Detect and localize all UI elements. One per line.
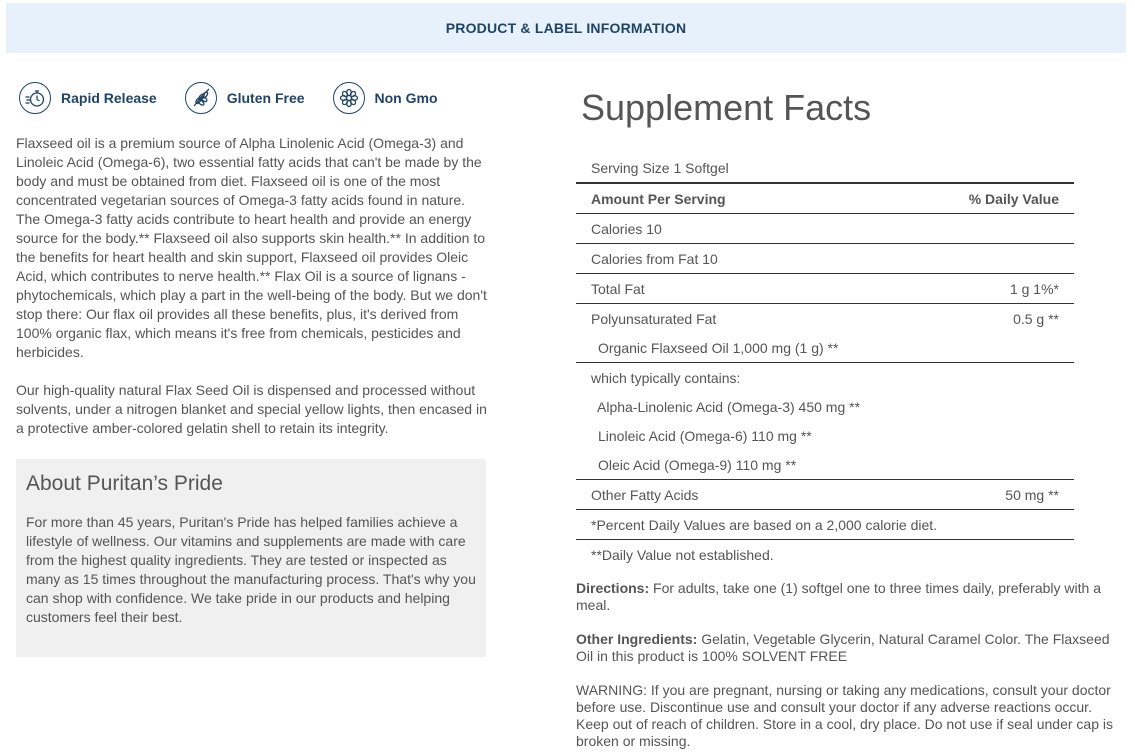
poly-fat-label: Polyunsaturated Fat xyxy=(591,310,717,327)
facts-row-typically xyxy=(576,363,1074,392)
daily-value-note: **Daily Value not established. xyxy=(591,546,774,563)
directions-text: For adults, take one (1) softgel one to three times daily, preferably with a meal. xyxy=(576,580,1101,613)
stopwatch-icon xyxy=(19,82,51,114)
ingredients-block xyxy=(576,631,1116,665)
warning-text: WARNING: If you are pregnant, nursing or taking any medications, consult your doctor before use. Discontinue use and consult your doctor if any adverse reactions occur. Keep out of reach of children. Store in a cool, dry place. Do not use if seal under cap is broken or missing. xyxy=(576,682,1113,749)
facts-row-header xyxy=(576,184,1074,214)
wheat-icon xyxy=(185,82,217,114)
alpha-linolenic-acid: Alpha-Linolenic Acid (Omega-3) 450 mg ** xyxy=(597,398,861,415)
facts-row-dv-note xyxy=(576,540,1074,569)
facts-row-percent-note xyxy=(576,510,1074,540)
organic-flaxseed-oil: Organic Flaxseed Oil 1,000 mg (1 g) ** xyxy=(598,339,839,356)
facts-row-total-fat xyxy=(576,274,1074,304)
product-description xyxy=(16,134,490,438)
serving-size: Serving Size 1 Softgel xyxy=(591,160,729,176)
description-paragraph: Our high-quality natural Flax Seed Oil is dispensed and processed without solvents, under a nitrogen blanket and special yellow lights, then encased in a protective amber-colored gelatin shell to retain its integrity. xyxy=(16,382,487,436)
typically-contains: which typically contains: xyxy=(591,369,741,386)
about-title: About Puritan’s Pride xyxy=(26,472,223,495)
badge-rapid-release xyxy=(19,82,157,114)
warning-block xyxy=(576,682,1116,750)
total-fat-value: 1 g 1%* xyxy=(1009,280,1059,297)
facts-row-oleic xyxy=(576,450,1074,480)
ingredients-text: Gelatin, Vegetable Glycerin, Natural Caramel Color. The Flaxseed Oil in this product is 100% SOLVENT FREE xyxy=(576,631,1110,664)
facts-row-serving-size xyxy=(576,154,1074,184)
directions-label: Directions: xyxy=(576,580,650,596)
facts-row-linoleic xyxy=(576,421,1074,450)
oleic-acid: Oleic Acid (Omega-9) 110 mg ** xyxy=(598,456,797,473)
about-text: For more than 45 years, Puritan's Pride has helped families achieve a lifestyle of wellness. Our vitamins and supplements are made with care from the highest quality ingredients. They are tested or inspected as many as 15 times throughout the manufacturing process. That's why you can shop with confidence. We take pride in our products and helping customers feel their best. xyxy=(26,514,476,625)
daily-value-header: % Daily Value xyxy=(968,190,1059,207)
product-label-tab[interactable] xyxy=(6,3,1126,53)
directions-block xyxy=(576,580,1116,614)
badge-gluten-free xyxy=(185,82,305,114)
description-paragraph: Flaxseed oil is a premium source of Alpha Linolenic Acid (Omega-3) and Linoleic Acid (Omega-6), two essential fatty acids that can't be made by the body and must be obtained from diet. Flaxseed oil is one of the most concentrated vegetarian sources of Omega-3 fatty acids found in nature. The Omega-3 fatty acids contribute to heart health and provide an energy source for the body.** Flaxseed oil also supports skin health.** In addition to the benefits for heart health and skin support, Flaxseed oil provides Oleic Acid, which contributes to nerve health.** Flax Oil is a source of lignans - phytochemicals, which play a part in the well-being of the body. But we don't stop there: Our flax oil provides all these benefits, plus, it's derived from 100% organic flax, which means it's free from chemicals, pesticides and herbicides. xyxy=(16,135,487,360)
linoleic-acid: Linoleic Acid (Omega-6) 110 mg ** xyxy=(598,427,812,444)
calories: Calories 10 xyxy=(591,220,662,237)
supplement-facts-table xyxy=(576,154,1074,569)
badge-label: Gluten Free xyxy=(226,90,305,106)
flower-icon xyxy=(333,82,365,114)
facts-row-poly-fat xyxy=(576,304,1074,333)
other-fatty-acids-value: 50 mg ** xyxy=(1005,486,1059,503)
facts-row-alpha xyxy=(576,392,1074,421)
total-fat-label: Total Fat xyxy=(591,280,645,297)
about-brand-panel xyxy=(16,459,486,657)
ingredients-label: Other Ingredients: xyxy=(576,631,698,647)
product-label-title: PRODUCT & LABEL INFORMATION xyxy=(445,20,687,36)
poly-fat-value: 0.5 g ** xyxy=(1013,310,1059,327)
amount-per-serving-header: Amount Per Serving xyxy=(591,190,726,207)
facts-row-calories-fat xyxy=(576,244,1074,274)
badge-label: Rapid Release xyxy=(61,90,157,106)
calories-from-fat: Calories from Fat 10 xyxy=(591,250,718,267)
badge-label: Non Gmo xyxy=(374,90,438,106)
percent-daily-note: *Percent Daily Values are based on a 2,000 calorie diet. xyxy=(591,516,938,533)
feature-badges xyxy=(19,82,466,114)
badge-non-gmo xyxy=(333,82,438,114)
other-fatty-acids-label: Other Fatty Acids xyxy=(591,486,699,503)
facts-row-organic xyxy=(576,333,1074,363)
supplement-facts-title: Supplement Facts xyxy=(581,87,872,128)
facts-row-other-fatty-acids xyxy=(576,480,1074,510)
facts-row-calories xyxy=(576,214,1074,244)
